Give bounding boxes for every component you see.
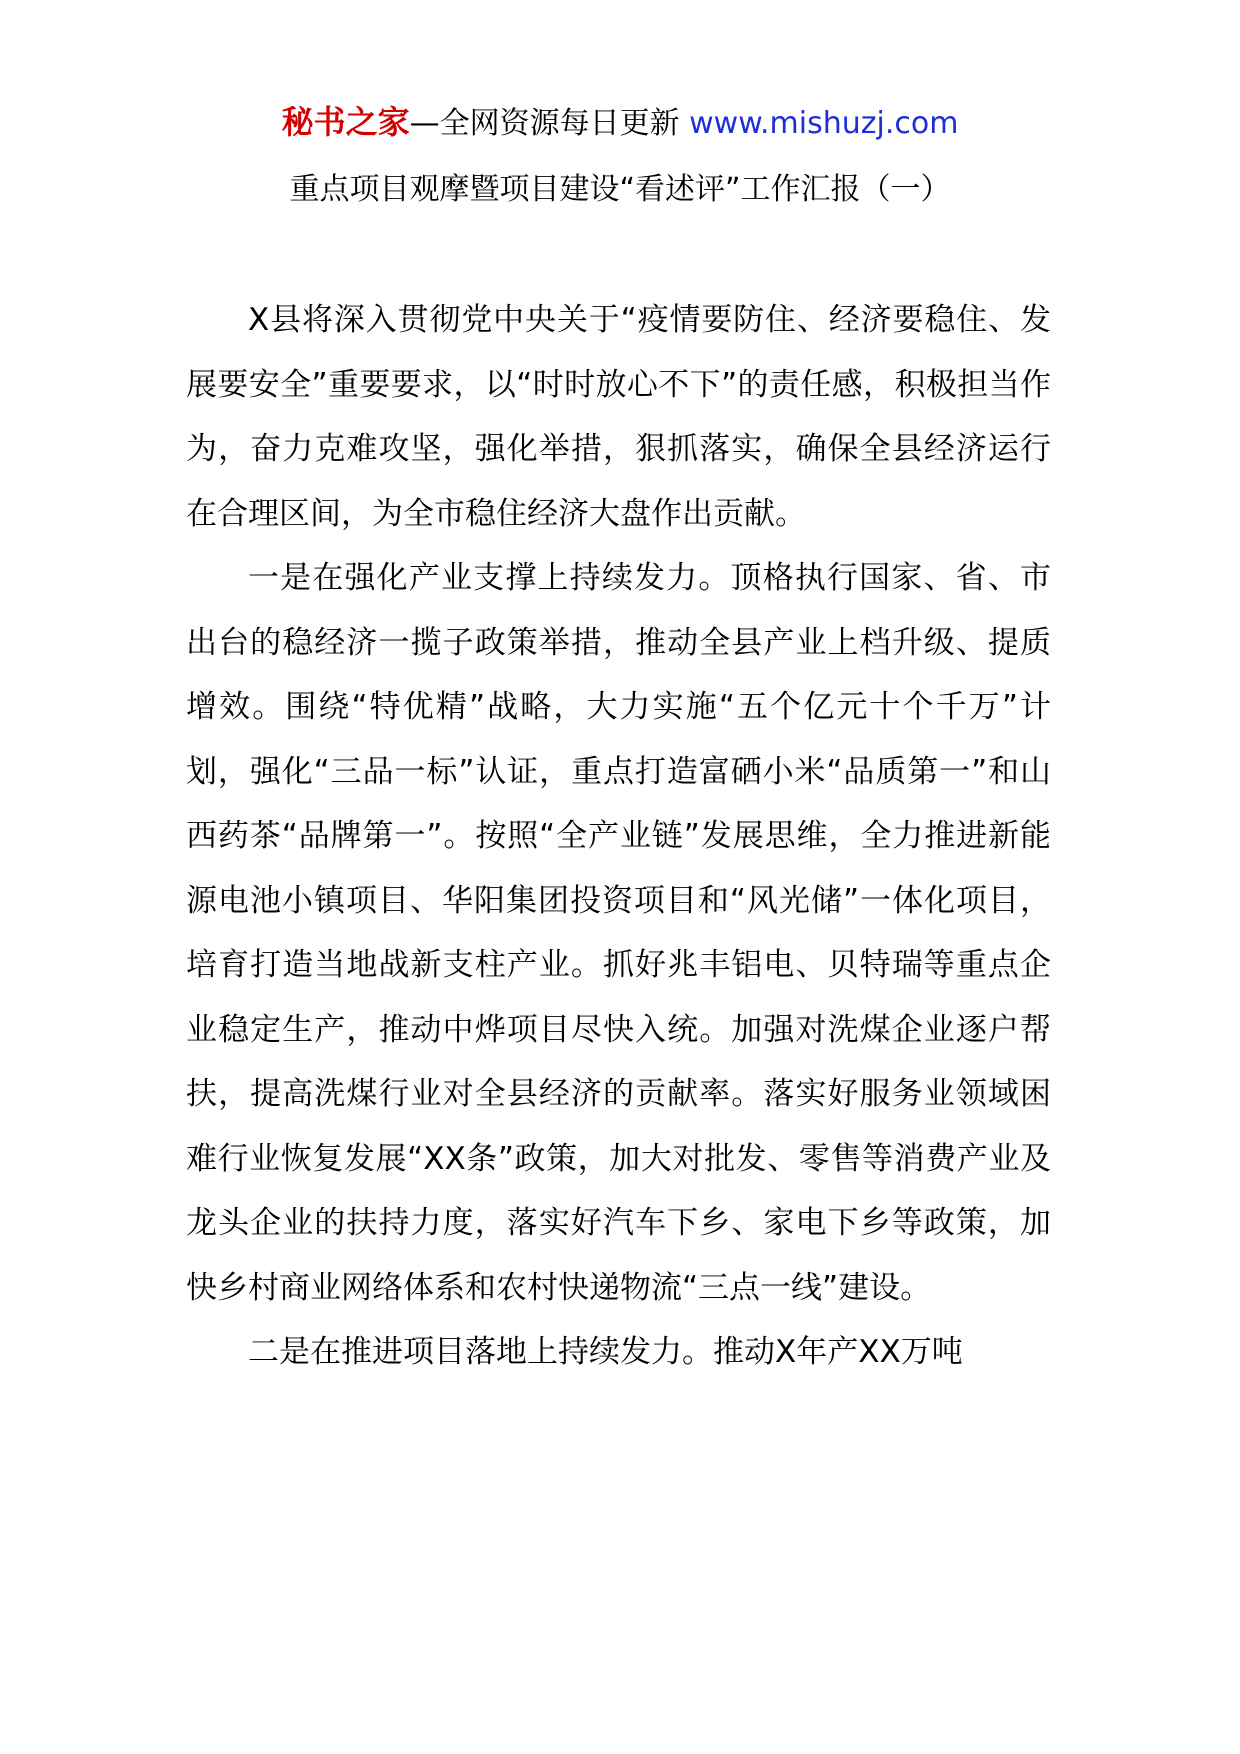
- paragraph-intro: X县将深入贯彻党中央关于“疫情要防住、经济要稳住、发展要安全”重要要求，以“时时放心不下”的责任感，积极担当作为，奋力克难攻坚，强化举措，狠抓落实，确保全县经济运行在合理区间，为全市稳住经济大盘作出贡献。: [186, 302, 1051, 532]
- site-header: [0, 98, 1240, 148]
- brand-name: 秘书之家: [281, 103, 410, 141]
- site-tagline: —全网资源每日更新: [409, 106, 690, 141]
- document-title: 重点项目观摩暨项目建设“看述评”工作汇报（一）: [289, 172, 951, 207]
- document-body: [186, 288, 1051, 1385]
- site-url-link[interactable]: www.mishuzj.com: [689, 106, 959, 141]
- paragraph-project-landing: 二是在推进项目落地上持续发力。推动X年产XX万吨: [248, 1334, 963, 1370]
- paragraph-industry-support: 一是在强化产业支撑上持续发力。顶格执行国家、省、市出台的稳经济一揽子政策举措，推动全县产业上档升级、提质增效。围绕“特优精”战略，大力实施“五个亿元十个千万”计划，强化“三品一标”认证，重点打造富硒小米“品质第一”和山西药茶“品牌第一”。按照“全产业链”发展思维，全力推进新能源电池小镇项目、华阳集团投资项目和“风光储”一体化项目，培育打造当地战新支柱产业。抓好兆丰铝电、贝特瑞等重点企业稳定生产，推动中烨项目尽快入统。加强对洗煤企业逐户帮扶，提高洗煤行业对全县经济的贡献率。落实好服务业领域困难行业恢复发展“XX条”政策，加大对批发、零售等消费产业及龙头企业的扶持力度，落实好汽车下乡、家电下乡等政策，加快乡村商业网络体系和农村快递物流“三点一线”建设。: [186, 560, 1051, 1306]
